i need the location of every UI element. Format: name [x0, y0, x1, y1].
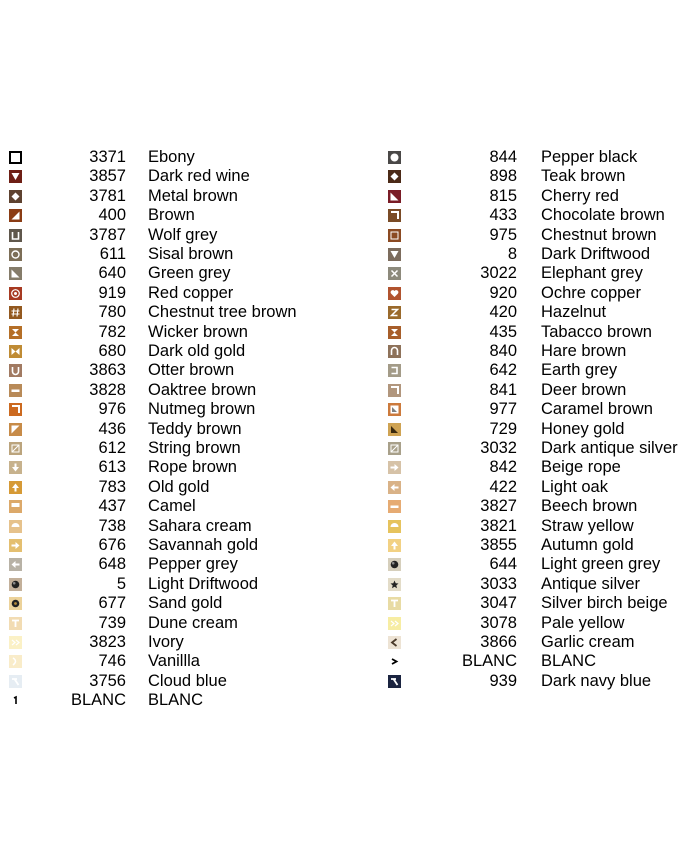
- top-bar-icon: [9, 500, 22, 513]
- z-icon: [388, 306, 401, 319]
- diamond-icon: [9, 190, 22, 203]
- color-code: 746: [98, 652, 126, 671]
- color-code: 898: [489, 167, 517, 186]
- color-code: 420: [489, 303, 517, 322]
- color-code: 840: [489, 342, 517, 360]
- color-name: Dark antique silver: [541, 439, 678, 457]
- corner-icon: [9, 403, 22, 416]
- color-code: 3855: [480, 536, 517, 554]
- color-name: Ivory: [148, 633, 184, 651]
- right-arrow-icon: [9, 539, 22, 552]
- color-name: Tabacco brown: [541, 322, 652, 341]
- color-name: Chocolate brown: [541, 206, 665, 225]
- white-circle-icon: [388, 151, 401, 164]
- color-name: Hazelnut: [541, 303, 607, 322]
- slash-triangle-icon: [388, 190, 401, 203]
- corner-icon: [388, 209, 401, 222]
- color-name: Metal brown: [148, 186, 238, 205]
- color-code: 975: [489, 225, 517, 244]
- color-code: 437: [98, 497, 126, 516]
- color-code: 3821: [480, 516, 517, 535]
- color-name: BLANC: [148, 691, 204, 710]
- color-code: 782: [98, 322, 126, 341]
- color-name: Dark navy blue: [541, 671, 652, 690]
- color-code: 613: [98, 458, 126, 477]
- corner-icon: [388, 384, 401, 397]
- color-name: Earth grey: [541, 361, 618, 380]
- color-name: Otter brown: [148, 361, 235, 380]
- color-code: 3823: [89, 633, 126, 651]
- color-name: Caramel brown: [541, 400, 653, 419]
- circle-icon: [9, 248, 22, 261]
- color-code: 729: [489, 419, 517, 438]
- chevrons-icon: [9, 636, 22, 649]
- color-code: 5: [116, 574, 126, 593]
- arch-icon: [388, 345, 401, 358]
- color-code: 976: [98, 400, 126, 419]
- color-name: Light oak: [541, 477, 608, 496]
- diagonal-square-icon: [9, 442, 22, 455]
- color-name: Garlic cream: [541, 633, 635, 651]
- color-code: 977: [489, 400, 517, 419]
- number-one-icon: [9, 694, 22, 707]
- chevrons-icon: [388, 617, 401, 630]
- tee-icon: [9, 617, 22, 630]
- color-code: 815: [489, 186, 517, 205]
- color-code: 680: [98, 342, 126, 360]
- color-name: Sand gold: [148, 594, 223, 613]
- color-name: Sisal brown: [148, 245, 234, 263]
- color-code: 920: [489, 283, 517, 302]
- color-code: 3866: [480, 633, 517, 651]
- bar-icon: [9, 384, 22, 397]
- color-code: 738: [98, 516, 126, 535]
- down-triangle-icon: [9, 170, 22, 183]
- color-code: 939: [489, 671, 517, 690]
- ball-icon: [9, 578, 22, 591]
- color-name: Pepper grey: [148, 555, 238, 574]
- inner-square-icon: [388, 229, 401, 242]
- open-square-icon: [9, 151, 22, 164]
- color-code: 3756: [89, 671, 126, 690]
- hook-icon: [388, 364, 401, 377]
- up-arrow-icon: [9, 481, 22, 494]
- cup-icon: [9, 229, 22, 242]
- up-arrow-icon: [388, 539, 401, 552]
- color-code: 3827: [480, 497, 517, 516]
- color-name: Deer brown: [541, 380, 627, 399]
- color-name: Pepper black: [541, 148, 638, 166]
- color-code: 3047: [480, 594, 517, 613]
- color-code: 676: [98, 536, 126, 554]
- color-name: Sahara cream: [148, 516, 252, 535]
- color-code: BLANC: [70, 691, 126, 710]
- star-icon: [388, 578, 401, 591]
- color-name: Wicker brown: [148, 322, 248, 341]
- u-shape-icon: [9, 364, 22, 377]
- color-code: 400: [98, 206, 126, 225]
- color-code: 842: [489, 458, 517, 477]
- color-code: 3022: [480, 264, 517, 283]
- color-name: Dark red wine: [148, 167, 250, 186]
- color-name: Rope brown: [148, 458, 237, 477]
- color-name: Chestnut tree brown: [148, 303, 297, 322]
- color-name: Camel: [148, 497, 196, 516]
- target-icon: [9, 287, 22, 300]
- color-code: 3857: [89, 167, 126, 186]
- color-code: 648: [98, 555, 126, 574]
- color-name: Old gold: [148, 477, 210, 496]
- bracket-icon: [388, 636, 401, 649]
- color-name: Green grey: [148, 264, 231, 283]
- color-name: Elephant grey: [541, 264, 643, 283]
- color-name: Vanillla: [148, 652, 200, 671]
- color-name: Beech brown: [541, 497, 638, 516]
- color-name: Ochre copper: [541, 283, 641, 302]
- color-name: Silver birch beige: [541, 594, 668, 613]
- color-name: Honey gold: [541, 419, 625, 438]
- color-name: Straw yellow: [541, 516, 634, 535]
- triangle-in-square-icon: [388, 403, 401, 416]
- left-arrow-icon: [9, 558, 22, 571]
- color-name: Savannah gold: [148, 536, 259, 554]
- down-arrow-icon: [9, 461, 22, 474]
- color-code: 436: [98, 419, 126, 438]
- left-arrow-icon: [388, 481, 401, 494]
- half-square-icon: [9, 423, 22, 436]
- color-name: String brown: [148, 439, 241, 457]
- color-name: Brown: [148, 206, 195, 225]
- diagonal-square-icon: [388, 442, 401, 455]
- color-code: 612: [98, 439, 126, 457]
- color-code: 642: [489, 361, 517, 380]
- hourglass-icon: [388, 326, 401, 339]
- color-name: Wolf grey: [148, 225, 218, 244]
- color-name: Chestnut brown: [541, 225, 657, 244]
- color-code: 3863: [89, 361, 126, 380]
- color-code: 677: [98, 594, 126, 613]
- bowtie-icon: [9, 345, 22, 358]
- white-hammer-icon: [388, 675, 401, 688]
- color-name: Oaktree brown: [148, 380, 257, 399]
- color-name: Light Driftwood: [148, 574, 259, 593]
- color-code: 640: [98, 264, 126, 283]
- color-name: Light green grey: [541, 555, 661, 574]
- hook-arrow-icon: [388, 655, 401, 668]
- half-circle-icon: [388, 520, 401, 533]
- color-name: Cloud blue: [148, 671, 227, 690]
- slash-triangle-icon: [9, 267, 22, 280]
- x-icon: [388, 267, 401, 280]
- hammer-icon: [9, 675, 22, 688]
- right-arrow-icon: [388, 461, 401, 474]
- cursive-icon: [9, 655, 22, 668]
- hourglass-icon: [9, 326, 22, 339]
- color-code: 3078: [480, 613, 517, 632]
- dark-triangle-icon: [388, 423, 401, 436]
- color-name: Ebony: [148, 148, 195, 166]
- color-name: Cherry red: [541, 186, 619, 205]
- color-name: Antique silver: [541, 574, 641, 593]
- color-code: 611: [99, 245, 126, 263]
- color-code: 3787: [89, 225, 126, 244]
- color-code: 435: [489, 322, 517, 341]
- half-circle-icon: [9, 520, 22, 533]
- heart-icon: [388, 287, 401, 300]
- color-code: 841: [489, 380, 517, 399]
- color-code: 783: [98, 477, 126, 496]
- color-code: 844: [489, 148, 517, 166]
- color-code: 3781: [89, 186, 126, 205]
- ball-icon: [388, 558, 401, 571]
- color-name: Autumn gold: [541, 536, 634, 554]
- color-name: Teak brown: [541, 167, 626, 186]
- color-name: Red copper: [148, 283, 234, 302]
- color-code: 8: [507, 245, 517, 263]
- dot-ring-icon: [9, 597, 22, 610]
- tee-icon: [388, 597, 401, 610]
- color-name: Dark Driftwood: [541, 245, 651, 263]
- color-name: Beige rope: [541, 458, 621, 477]
- down-triangle-icon: [388, 248, 401, 261]
- color-name: Hare brown: [541, 342, 627, 360]
- half-triangle-icon: [9, 209, 22, 222]
- color-name: Nutmeg brown: [148, 400, 256, 419]
- color-name: Teddy brown: [148, 419, 242, 438]
- color-code: BLANC: [461, 652, 517, 671]
- color-code: 3032: [480, 439, 517, 457]
- color-name: BLANC: [541, 652, 597, 671]
- color-code: 433: [489, 206, 517, 225]
- color-code: 780: [98, 303, 126, 322]
- color-code: 3033: [480, 574, 517, 593]
- color-code: 919: [98, 283, 126, 302]
- bar-icon: [388, 500, 401, 513]
- diamond-icon: [388, 170, 401, 183]
- color-code: 3828: [89, 380, 126, 399]
- color-name: Dune cream: [148, 613, 238, 632]
- color-code: 644: [489, 555, 517, 574]
- color-code: 739: [98, 613, 126, 632]
- color-code: 422: [489, 477, 517, 496]
- color-name: Dark old gold: [148, 342, 246, 360]
- color-code: 3371: [89, 148, 126, 166]
- hash-icon: [9, 306, 22, 319]
- color-name: Pale yellow: [541, 613, 625, 632]
